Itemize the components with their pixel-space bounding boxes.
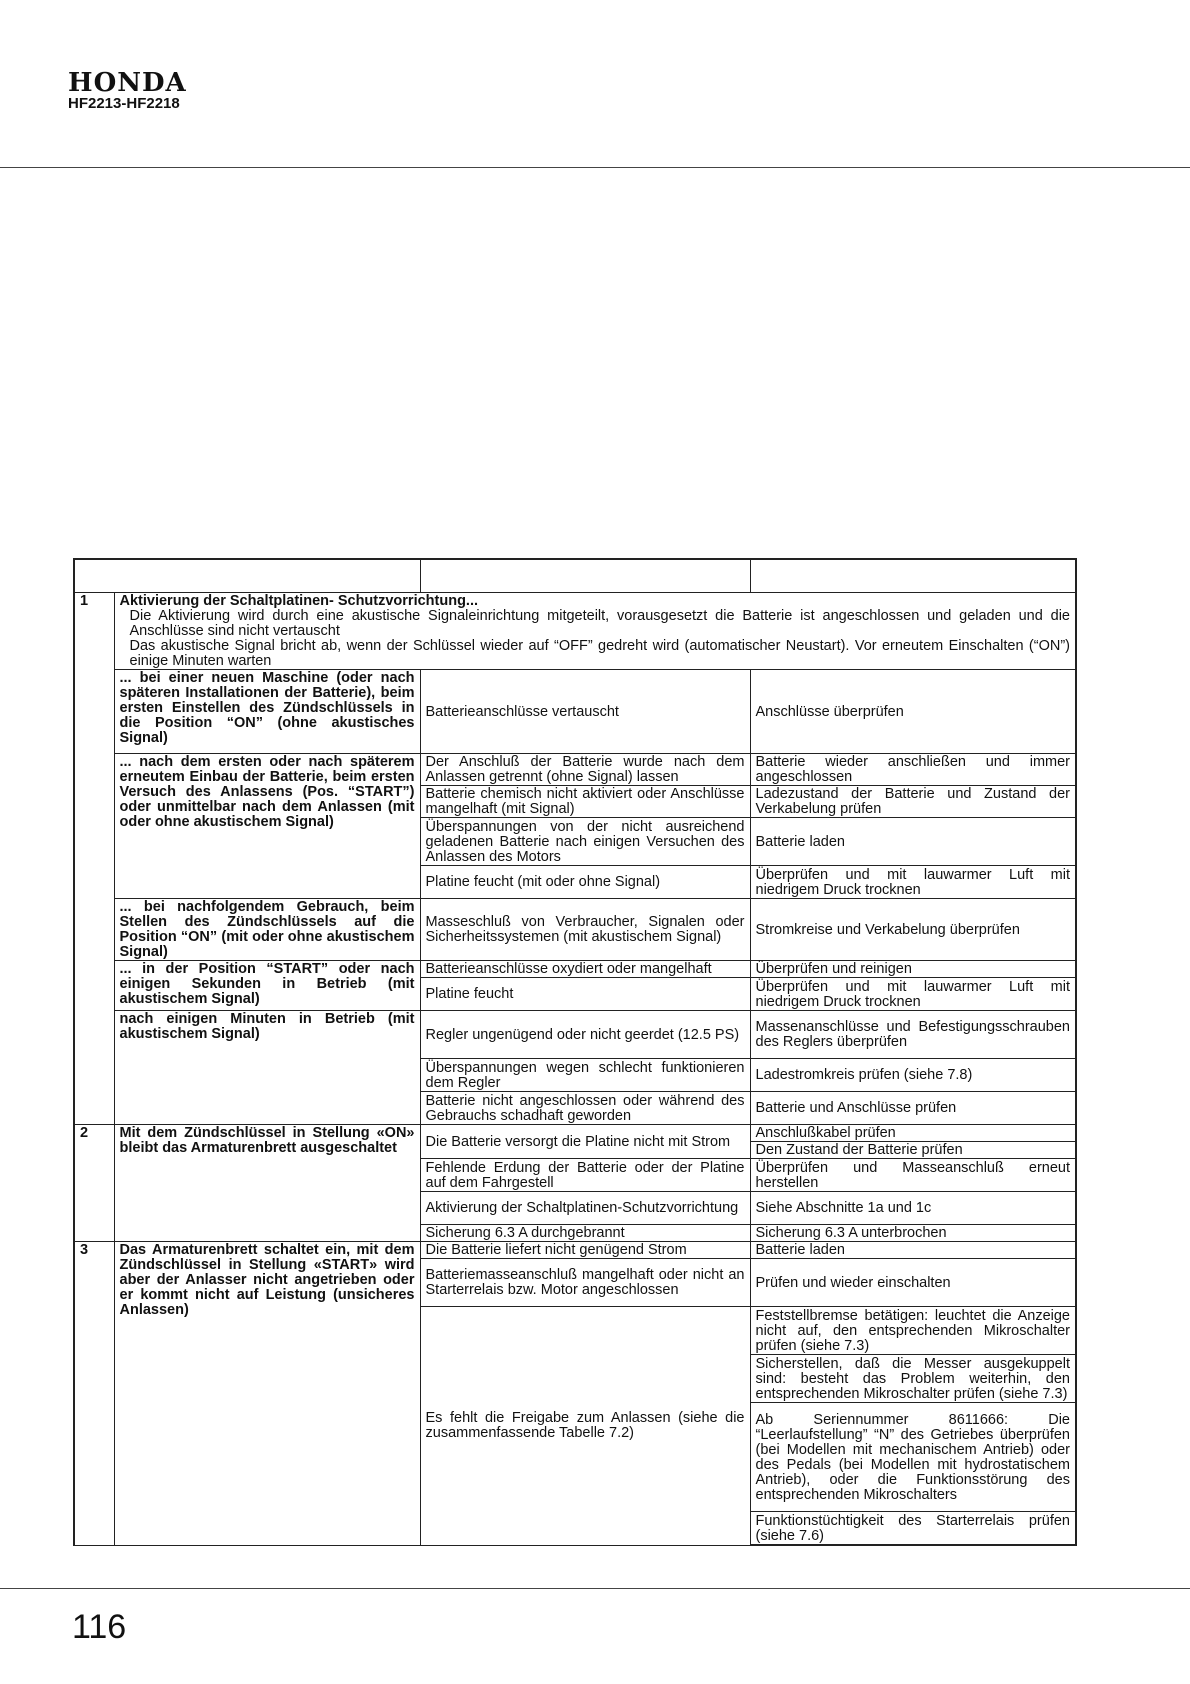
symptom-cell: nach einigen Minuten in Betrieb (mit akustischem Signal) bbox=[114, 1011, 420, 1125]
model-label: HF2213-HF2218 bbox=[68, 95, 180, 112]
header-divider bbox=[0, 167, 1190, 168]
cause-cell: Es fehlt die Freigabe zum Anlassen (siehe die zusammenfassende Tabelle 7.2) bbox=[420, 1307, 750, 1546]
cause-cell: Platine feucht bbox=[420, 978, 750, 1011]
remedy-cell: Sicherung 6.3 A unterbrochen bbox=[750, 1225, 1076, 1242]
remedy-cell: Anschlußkabel prüfen bbox=[750, 1125, 1076, 1142]
section-number: 2 bbox=[74, 1125, 114, 1242]
remedy-cell: Batterie laden bbox=[750, 1242, 1076, 1259]
symptom-cell: ... nach dem ersten oder nach späterem erneutem Einbau der Batterie, beim ersten Versuch des Anlassens (Pos. “START”) oder unmittelbar nach dem Anlassen (mit oder ohne akustischem Signal) bbox=[114, 754, 420, 899]
cause-cell: Überspannungen von der nicht ausreichend geladenen Batterie nach einigen Versuchen des Anlassen des Motors bbox=[420, 818, 750, 866]
cause-cell: Batterieanschlüsse vertauscht bbox=[420, 670, 750, 754]
section-number: 3 bbox=[74, 1242, 114, 1546]
remedy-cell: Überprüfen und Masseanschluß erneut herstellen bbox=[750, 1159, 1076, 1192]
remedy-cell: Überprüfen und mit lauwarmer Luft mit niedrigem Druck trocknen bbox=[750, 866, 1076, 899]
symptom-cell: Das Armaturenbrett schaltet ein, mit dem Zündschlüssel in Stellung «START» wird aber der Anlasser nicht angetrieben oder er kommt nicht auf Leistung (unsicheres Anlassen) bbox=[114, 1242, 420, 1546]
remedy-cell: Siehe Abschnitte 1a und 1c bbox=[750, 1192, 1076, 1225]
remedy-cell: Ladestromkreis prüfen (siehe 7.8) bbox=[750, 1059, 1076, 1092]
cause-cell: Platine feucht (mit oder ohne Signal) bbox=[420, 866, 750, 899]
symptom-cell: ... bei einer neuen Maschine (oder nach späteren Installationen der Batterie), beim ersten Einstellen des Zündschlüssels in die Position “ON” (ohne akustisches Signal) bbox=[114, 670, 420, 754]
footer-divider bbox=[0, 1588, 1190, 1589]
remedy-cell: Überprüfen und reinigen bbox=[750, 961, 1076, 978]
header-cell-remedy bbox=[750, 559, 1076, 593]
table-row bbox=[74, 1011, 1076, 1059]
cause-cell: Batterie nicht angeschlossen oder während des Gebrauchs schadhaft geworden bbox=[420, 1092, 750, 1125]
remedy-cell: Ladezustand der Batterie und Zustand der Verkabelung prüfen bbox=[750, 786, 1076, 818]
remedy-cell: Feststellbremse betätigen: leuchtet die Anzeige nicht auf, den entsprechenden Mikroschalter prüfen (siehe 7.3) bbox=[750, 1307, 1076, 1355]
symptom-cell: Mit dem Zündschlüssel in Stellung «ON» bleibt das Armaturenbrett ausgeschaltet bbox=[114, 1125, 420, 1242]
table-header-row bbox=[74, 559, 1076, 593]
remedy-cell: Überprüfen und mit lauwarmer Luft mit niedrigem Druck trocknen bbox=[750, 978, 1076, 1011]
table-row bbox=[74, 1242, 1076, 1259]
header-cell-cause bbox=[420, 559, 750, 593]
page-number: 116 bbox=[72, 1608, 127, 1646]
section-heading bbox=[114, 593, 1076, 670]
intro-paragraph: Die Aktivierung wird durch eine akustische Signaleinrichtung mitgeteilt, vorausgesetzt die Batterie ist angeschlossen und geladen und die Anschlüsse sind nicht vertauscht bbox=[129, 608, 1070, 639]
remedy-cell: Funktionstüchtigkeit des Starterrelais prüfen (siehe 7.6) bbox=[750, 1512, 1076, 1546]
table-row bbox=[74, 1125, 1076, 1142]
cause-cell: Fehlende Erdung der Batterie oder der Platine auf dem Fahrgestell bbox=[420, 1159, 750, 1192]
remedy-cell: Batterie und Anschlüsse prüfen bbox=[750, 1092, 1076, 1125]
cause-cell: Batteriemasseanschluß mangelhaft oder nicht an Starterrelais bzw. Motor angeschlossen bbox=[420, 1259, 750, 1307]
remedy-cell: Batterie wieder anschließen und immer angeschlossen bbox=[750, 754, 1076, 786]
remedy-cell: Batterie laden bbox=[750, 818, 1076, 866]
cause-cell: Regler ungenügend oder nicht geerdet (12.5 PS) bbox=[420, 1011, 750, 1059]
remedy-cell: Anschlüsse überprüfen bbox=[750, 670, 1076, 754]
cause-cell: Aktivierung der Schaltplatinen-Schutzvorrichtung bbox=[420, 1192, 750, 1225]
table-row bbox=[74, 754, 1076, 786]
remedy-cell: Sicherstellen, daß die Messer ausgekuppelt sind: besteht das Problem weiterhin, den entsprechenden Mikroschalter prüfen (siehe 7.3) bbox=[750, 1355, 1076, 1403]
section-intro bbox=[120, 609, 1071, 669]
table-row bbox=[74, 593, 1076, 670]
symptom-cell: ... in der Position “START” oder nach einigen Sekunden in Betrieb (mit akustischem Signal) bbox=[114, 961, 420, 1011]
cause-cell: Der Anschluß der Batterie wurde nach dem Anlassen getrennt (ohne Signal) lassen bbox=[420, 754, 750, 786]
troubleshooting-table bbox=[73, 558, 1077, 1546]
cause-cell: Die Batterie liefert nicht genügend Strom bbox=[420, 1242, 750, 1259]
header-cell-symptom bbox=[74, 559, 420, 593]
remedy-cell: Massenanschlüsse und Befestigungsschrauben des Reglers überprüfen bbox=[750, 1011, 1076, 1059]
remedy-cell: Ab Seriennummer 8611666: Die “Leerlaufstellung” “N” des Getriebes überprüfen (bei Modellen mit mechanischem Antrieb) oder des Pedals (bei Modellen mit hydrostatischem Antrieb), oder die Funktionsstörung des entsprechenden Mikroschalters bbox=[750, 1403, 1076, 1512]
cause-cell: Die Batterie versorgt die Platine nicht mit Strom bbox=[420, 1125, 750, 1159]
remedy-cell: Prüfen und wieder einschalten bbox=[750, 1259, 1076, 1307]
section-title: Aktivierung der Schaltplatinen- Schutzvorrichtung... bbox=[119, 593, 479, 609]
remedy-cell: Den Zustand der Batterie prüfen bbox=[750, 1142, 1076, 1159]
table-row bbox=[74, 670, 1076, 754]
table-row bbox=[74, 899, 1076, 961]
intro-paragraph: Das akustische Signal bricht ab, wenn der Schlüssel wieder auf “OFF” gedreht wird (automatischer Neustart). Vor erneutem Einschalten (“ON”) einige Minuten warten bbox=[129, 638, 1070, 669]
cause-cell: Masseschluß von Verbraucher, Signalen oder Sicherheitssystemen (mit akustischem Signal) bbox=[420, 899, 750, 961]
cause-cell: Batterie chemisch nicht aktiviert oder Anschlüsse mangelhaft (mit Signal) bbox=[420, 786, 750, 818]
table-row bbox=[74, 961, 1076, 978]
section-number: 1 bbox=[74, 593, 114, 1125]
brand-logo: HONDA bbox=[68, 68, 187, 98]
remedy-cell: Stromkreise und Verkabelung überprüfen bbox=[750, 899, 1076, 961]
cause-cell: Überspannungen wegen schlecht funktionieren dem Regler bbox=[420, 1059, 750, 1092]
cause-cell: Sicherung 6.3 A durchgebrannt bbox=[420, 1225, 750, 1242]
cause-cell: Batterieanschlüsse oxydiert oder mangelhaft bbox=[420, 961, 750, 978]
symptom-cell: ... bei nachfolgendem Gebrauch, beim Stellen des Zündschlüssels auf die Position “ON” (mit oder ohne akustischem Signal) bbox=[114, 899, 420, 961]
